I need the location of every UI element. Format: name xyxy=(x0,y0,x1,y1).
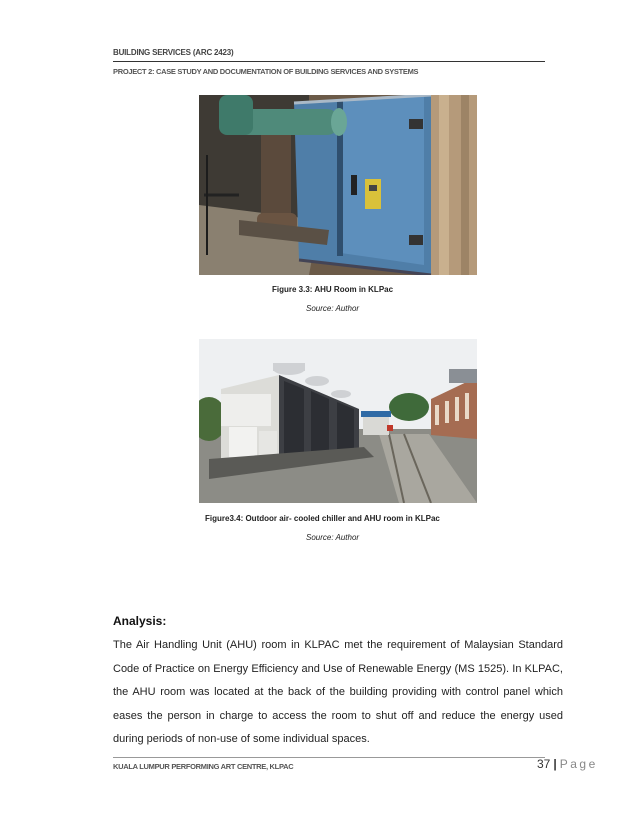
page-label: Page xyxy=(559,757,598,771)
figure-3-3-source: Source: Author xyxy=(306,304,360,313)
figure-ahu-room-photo xyxy=(199,95,477,275)
header-divider xyxy=(113,61,545,62)
figure-3-3-caption: Figure 3.3: AHU Room in KLPac xyxy=(272,285,394,294)
footer-institution: KUALA LUMPUR PERFORMING ART CENTRE, KLPAC xyxy=(113,762,294,771)
footer-page-indicator xyxy=(537,757,598,771)
page-number: 37 xyxy=(537,757,551,771)
figure-chiller-photo xyxy=(199,339,477,503)
header-course: BUILDING SERVICES (ARC 2423) xyxy=(113,48,234,57)
header-project: PROJECT 2: CASE STUDY AND DOCUMENTATION OF BUILDING SERVICES AND SYSTEMS xyxy=(113,67,419,76)
analysis-paragraph: The Air Handling Unit (AHU) room in KLPAC met the requirement of Malaysian Standard Code of Practice on Energy Efficiency and Use of Renewable Energy (MS 1525). In KLPAC, the AHU room was located at the back of the building providing with control panel which eases the person in charge to access the room to shut off and reduce the energy used during periods of non-use of some individual spaces. xyxy=(113,639,563,746)
figure-3-4-caption: Figure3.4: Outdoor air- cooled chiller and AHU room in KLPac xyxy=(205,514,440,523)
figure-3-4-source: Source: Author xyxy=(306,533,360,542)
analysis-heading: Analysis: xyxy=(113,614,167,628)
page-separator: | xyxy=(553,757,557,771)
footer-divider xyxy=(113,757,545,758)
